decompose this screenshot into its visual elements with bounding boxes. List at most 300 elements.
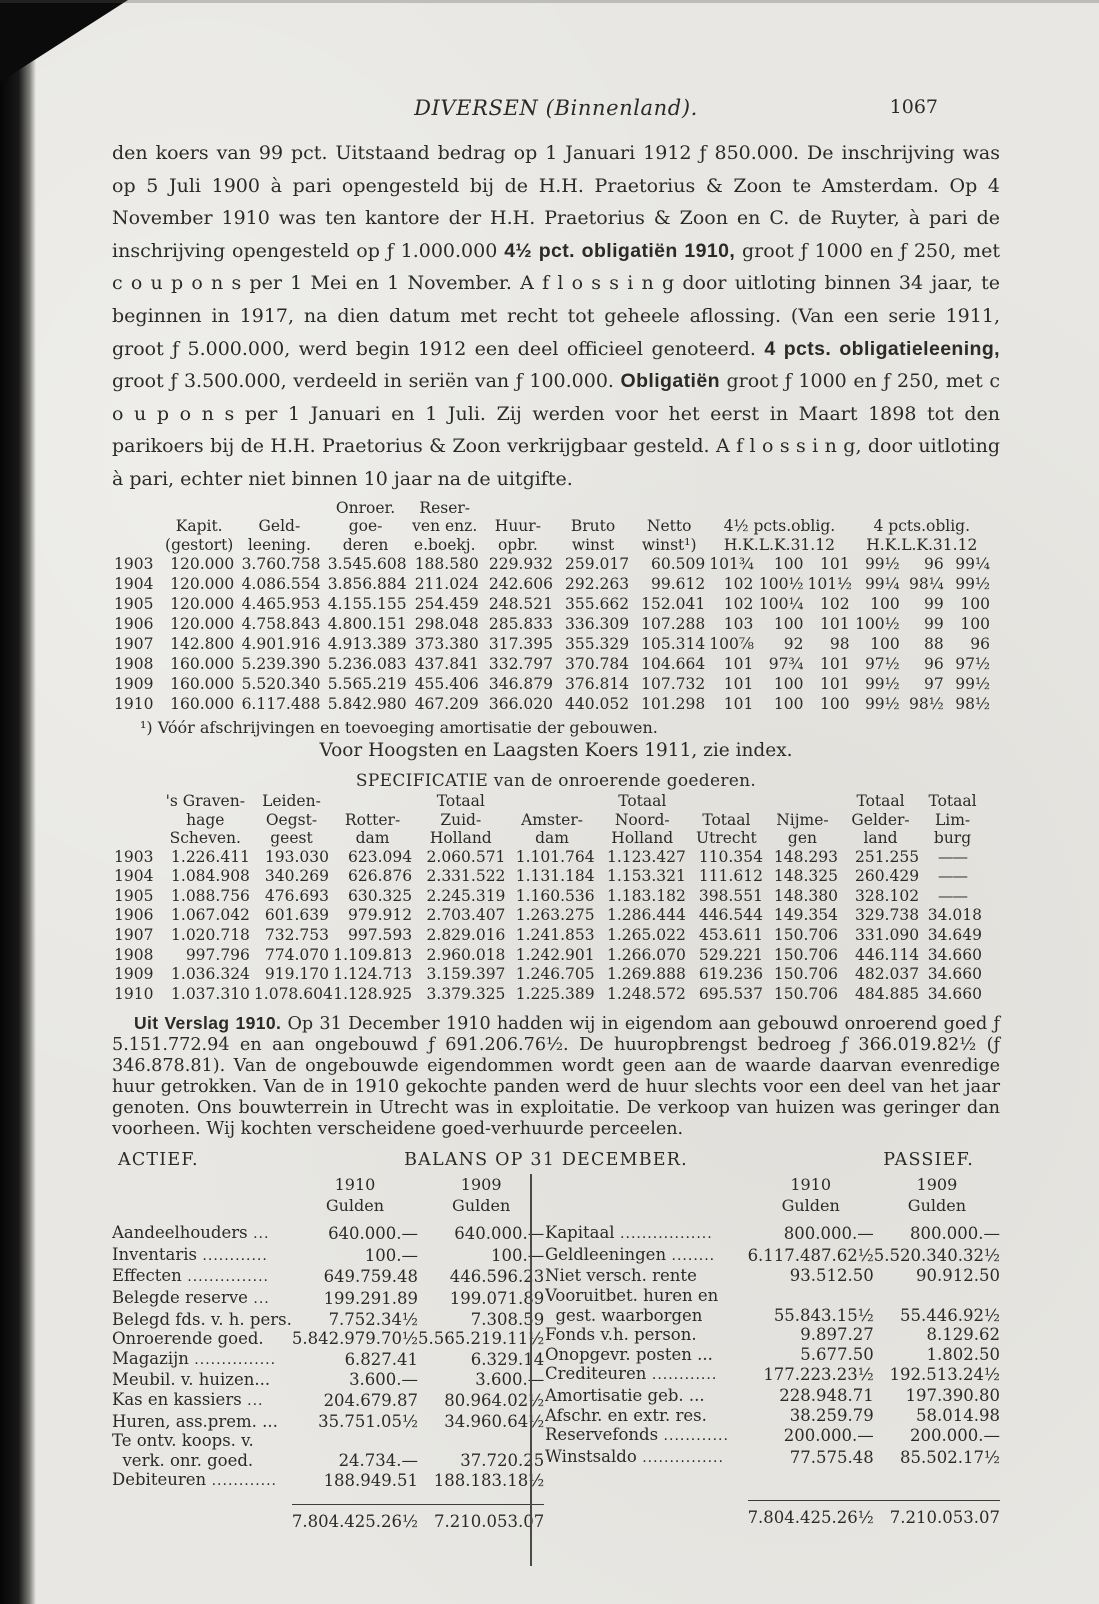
- header-cell: [688, 792, 765, 811]
- balance-row: [112, 1223, 544, 1245]
- balance-row: [545, 1345, 1000, 1365]
- amount-cell: 6.329.14: [470, 1349, 545, 1369]
- value-cell: 254.459: [414, 595, 479, 614]
- header-cell: land: [863, 829, 898, 848]
- row-label: Fonds v.h. person.: [545, 1325, 697, 1345]
- value-cell: 355.662: [565, 595, 630, 614]
- dot-leader: ...: [247, 1291, 270, 1308]
- page-number: 1067: [889, 96, 938, 118]
- text-segment: Op 31 December 1910 hadden wij in eigendom aan gebouwd onroerend goed ƒ 5.151.772.94 en aan ongebouwd ƒ 691.206.76½. De huuropbrengst bedroeg ƒ 366.019.82½ (ƒ 346.878.81). Van de ongebouwde eigendommen wordt geen aan de waarde daarvan evenredige huur getrokken. Van de in 1910 gekochte panden werd de huur slechts voor een deel van het jaar genoten. Ons bouwterrein in Utrecht was in exploitatie. De verkoop van huizen was geringer dan voorheen. Wij kochten verscheidene goed-verhuurde perceelen.: [112, 1014, 1000, 1140]
- value-cell: 211.024: [414, 575, 479, 594]
- value-cell: 1.183.182: [607, 886, 686, 905]
- value-cell: 100: [773, 695, 804, 714]
- value-cell: 1.109.813: [333, 945, 413, 964]
- value-cell: 229.932: [488, 555, 553, 574]
- value-cell: 630.325: [348, 886, 413, 905]
- value-cell: 919.170: [264, 965, 329, 984]
- header-cell: Leiden-: [262, 792, 321, 811]
- value-cell: 3.379.325: [426, 984, 506, 1003]
- amount-cell: 177.223.23½: [763, 1365, 874, 1385]
- value-cell: 102: [819, 595, 850, 614]
- year-cell: 1908: [114, 655, 154, 674]
- value-cell: 99: [924, 595, 944, 614]
- value-cell: 4.800.151: [327, 615, 407, 634]
- header-cell: e.boekj.: [413, 535, 476, 554]
- year-cell: 1909: [114, 965, 154, 984]
- empty-cell: [112, 1505, 292, 1532]
- table-row: [112, 985, 984, 1005]
- passief-heading: PASSIEF.: [883, 1150, 974, 1171]
- value-cell: ——: [938, 867, 968, 886]
- header-cell: Totaal: [856, 792, 905, 811]
- specificatie-title: SPECIFICATIE van de onroerende goederen.: [355, 771, 757, 792]
- header-cell: burg: [933, 829, 972, 848]
- table-row: [112, 887, 984, 907]
- row-label: Te ontv. koops. v.: [112, 1431, 254, 1451]
- value-cell: 1.226.411: [171, 847, 250, 866]
- header-cell: ven enz.: [412, 517, 478, 536]
- spacer-cell: [292, 1492, 418, 1505]
- page-title: DIVERSEN (Binnenland).: [414, 96, 698, 120]
- value-cell: 346.879: [488, 675, 553, 694]
- value-cell: 99¼: [955, 555, 990, 574]
- value-cell: 102: [723, 595, 754, 614]
- header-row: [112, 811, 984, 830]
- row-label: gest. waarborgen: [545, 1305, 703, 1325]
- balance-row: [545, 1325, 1000, 1345]
- year-header: 1909: [460, 1175, 502, 1195]
- balance-row: [112, 1288, 544, 1310]
- value-cell: 251.255: [854, 847, 920, 866]
- header-cell: Zuid-: [440, 810, 482, 829]
- row-label: Onopgevr. posten ...: [545, 1344, 713, 1364]
- value-cell: 259.017: [565, 555, 630, 574]
- text-segment: groot ƒ 1000 en ƒ 250, met c o u p o n s per 1 Mei en 1 November. A f l o s s i n g door uitloting binnen 34 jaar, te beginnen in 1917, na dien datum met recht tot geheele aflossing. (Van een serie 1911, groot ƒ 5.000.000, werd begin 1912 een deel officieel genoteerd.: [112, 239, 1001, 360]
- spacer-cell: [545, 1468, 748, 1501]
- year-cell: 1910: [114, 984, 154, 1003]
- value-cell: 1.242.901: [515, 945, 595, 964]
- amount-cell: 5.520.340.32½: [873, 1245, 1000, 1265]
- amount-cell: 200.000.—: [910, 1426, 1000, 1446]
- table-row: [112, 965, 984, 985]
- value-cell: 1.153.321: [607, 867, 686, 886]
- amount-cell: 649.759.48: [323, 1267, 419, 1287]
- unit-header-row: [545, 1195, 1000, 1223]
- text-segment: groot ƒ 3.500.000, verdeeld in seriën van ƒ 100.000.: [112, 370, 621, 393]
- header-cell: Oegst-: [265, 810, 318, 829]
- header-cell: Geld-: [258, 517, 301, 536]
- value-cell: 1.248.572: [607, 984, 686, 1003]
- balance-row: [112, 1390, 544, 1412]
- value-cell: 1.020.718: [171, 925, 250, 944]
- value-cell: 623.094: [348, 847, 413, 866]
- row-label: Geldleeningen ........: [545, 1244, 716, 1264]
- value-cell: 97: [924, 675, 944, 694]
- table-row: [112, 867, 984, 887]
- amount-cell: 800.000.—: [783, 1224, 874, 1244]
- amount-cell: 5.677.50: [800, 1344, 874, 1364]
- balance-body: [545, 1223, 1000, 1501]
- value-cell: 193.030: [264, 847, 329, 866]
- value-cell: 100: [773, 615, 804, 634]
- year-header-row: [112, 1174, 544, 1195]
- value-cell: 34.660: [927, 945, 982, 964]
- value-cell: 2.703.407: [426, 906, 506, 925]
- balance-row: [545, 1364, 1000, 1386]
- header-cell: [852, 499, 992, 518]
- year-cell: 1904: [114, 867, 154, 886]
- balance-row: [545, 1245, 1000, 1267]
- header-cell: [765, 792, 840, 811]
- value-cell: 1.286.444: [607, 906, 686, 925]
- header-cell: [707, 499, 851, 518]
- table-row: [112, 554, 992, 574]
- actief-heading: ACTIEF.: [118, 1150, 199, 1171]
- amount-cell: 199.071.89: [449, 1289, 545, 1309]
- value-cell: 2.960.018: [426, 945, 506, 964]
- amount-cell: 3.600.—: [475, 1370, 545, 1390]
- value-cell: 242.606: [488, 575, 553, 594]
- amount-cell: [418, 1431, 544, 1451]
- value-cell: 732.753: [264, 925, 329, 944]
- table-row: [112, 594, 992, 614]
- total-amount: 7.210.053.07: [874, 1501, 1000, 1528]
- header-cell: dam: [355, 829, 390, 848]
- value-cell: 482.037: [854, 965, 920, 984]
- value-cell: 101: [819, 655, 850, 674]
- header-cell: Kapit.: [175, 517, 223, 536]
- header-cell: Onroer.: [335, 498, 396, 517]
- dot-leader: ...: [247, 1226, 270, 1243]
- value-cell: 120.000: [170, 595, 235, 614]
- table-row: [112, 906, 984, 926]
- value-cell: 100: [960, 595, 990, 614]
- header-cell: Utrecht: [696, 829, 757, 848]
- header-cell: 4½ pcts.oblig.: [723, 517, 836, 536]
- dot-leader: ...............: [636, 1449, 724, 1466]
- bold-term: Uit Verslag 1910.: [134, 1013, 282, 1034]
- header-cell: Amster-: [521, 810, 583, 829]
- balans-header: [112, 1150, 1000, 1170]
- value-cell: 5.239.390: [241, 655, 321, 674]
- value-cell: 92: [783, 635, 804, 654]
- header-row: [112, 829, 984, 848]
- value-cell: 1.266.070: [607, 945, 686, 964]
- balance-totals: [112, 1505, 544, 1532]
- header-cell: [236, 499, 322, 518]
- header-row: [112, 792, 984, 811]
- header-cell: gen: [787, 829, 817, 848]
- header-cell: Totaal: [618, 792, 667, 811]
- value-cell: 110.354: [698, 847, 763, 866]
- year-header-row: [545, 1174, 1000, 1195]
- amount-cell: 35.751.05½: [318, 1411, 419, 1431]
- total-row: [545, 1501, 1000, 1528]
- value-cell: 34.018: [927, 906, 982, 925]
- amount-cell: 100.—: [364, 1245, 419, 1265]
- balance-table: [112, 1174, 544, 1531]
- value-cell: 1.128.925: [333, 984, 413, 1003]
- year-cell: 1906: [114, 615, 154, 634]
- unit-header: Gulden: [452, 1196, 511, 1216]
- value-cell: 100⅞: [709, 635, 754, 654]
- value-cell: 1.263.275: [515, 906, 595, 925]
- value-cell: 96: [924, 555, 944, 574]
- year-cell: 1908: [114, 945, 154, 964]
- value-cell: 997.796: [185, 945, 250, 964]
- amount-cell: 90.912.50: [916, 1266, 1000, 1286]
- year-cell: 1906: [114, 906, 154, 925]
- header-cell: goe-: [348, 517, 383, 536]
- value-cell: 2.829.016: [426, 925, 506, 944]
- value-cell: 101: [723, 655, 754, 674]
- spacer-row: [545, 1468, 1000, 1501]
- value-cell: 188.580: [414, 555, 479, 574]
- value-cell: 248.521: [488, 595, 553, 614]
- balance-body: [112, 1223, 544, 1504]
- header-cell: Bruto: [570, 517, 616, 536]
- value-cell: 97½: [955, 655, 990, 674]
- balance-row: [112, 1349, 544, 1371]
- row-label: Onroerende goed.: [112, 1329, 264, 1349]
- value-cell: 4.901.916: [241, 635, 321, 654]
- value-cell: 529.221: [698, 945, 763, 964]
- header-row: [112, 499, 992, 518]
- amount-cell: 6.827.41: [344, 1349, 419, 1369]
- balance-totals: [545, 1501, 1000, 1528]
- value-cell: 99½: [955, 575, 990, 594]
- unit-header: Gulden: [325, 1196, 385, 1216]
- value-cell: 366.020: [488, 695, 553, 714]
- value-cell: 98: [829, 635, 850, 654]
- value-cell: 3.760.758: [241, 555, 321, 574]
- year-header: 1910: [790, 1175, 832, 1195]
- value-cell: 355.329: [565, 635, 630, 654]
- value-cell: 99.612: [651, 575, 706, 594]
- value-cell: 100: [870, 595, 900, 614]
- bold-term: 4 pcts. obligatieleening,: [764, 337, 1001, 360]
- value-cell: 328.102: [854, 886, 920, 905]
- amount-cell: 93.512.50: [789, 1266, 874, 1286]
- value-cell: 103: [723, 615, 754, 634]
- amount-cell: 8.129.62: [926, 1325, 1000, 1345]
- amount-cell: 55.843.15½: [773, 1305, 874, 1325]
- value-cell: 3.856.884: [327, 575, 407, 594]
- header-cell: Totaal: [436, 792, 485, 811]
- amount-cell: 5.565.219.11½: [418, 1329, 545, 1349]
- header-cell: 4 pcts.oblig.: [873, 517, 971, 536]
- actief-column: [112, 1174, 545, 1566]
- text-segment: den koers van 99 pct. Uitstaand bedrag op 1 Januari 1912 ƒ 850.000. De inschrijving was op 5 Juli 1900 à pari opengesteld bij de H.H. Praetorius & Zoon te Amsterdam. Op 4 November 1910 was ten kantore der H.H. Praetorius & Zoon en C. de Ruyter, à pari de inschrijving opengesteld op ƒ 1.000.000: [112, 142, 1000, 262]
- value-cell: 695.537: [698, 984, 763, 1003]
- spacer-row: [112, 1492, 544, 1505]
- header-cell: dam: [535, 829, 569, 848]
- value-cell: 455.406: [414, 675, 479, 694]
- value-cell: 99: [924, 615, 944, 634]
- balance-row: [545, 1386, 1000, 1406]
- empty-cell: [545, 1501, 748, 1528]
- balance-row: [112, 1329, 544, 1349]
- row-label: Meubil. v. huizen...: [112, 1370, 271, 1390]
- value-cell: 149.354: [773, 906, 838, 925]
- dot-leader: ............: [646, 1367, 718, 1384]
- row-label: Winstsaldo ...............: [545, 1446, 724, 1466]
- year-cell: 1903: [114, 847, 154, 866]
- header-cell: [112, 536, 162, 555]
- value-cell: 142.800: [170, 635, 235, 654]
- header-cell: [112, 811, 159, 830]
- table-row: [112, 634, 992, 654]
- value-cell: 120.000: [170, 575, 235, 594]
- value-cell: 446.114: [854, 945, 920, 964]
- value-cell: 4.465.953: [241, 595, 321, 614]
- balance-row: [112, 1310, 544, 1330]
- value-cell: 100: [960, 615, 990, 634]
- header-cell: [112, 829, 159, 848]
- dot-leader: ............: [658, 1428, 729, 1445]
- value-cell: 101: [819, 615, 850, 634]
- value-cell: 105.314: [641, 635, 706, 654]
- row-label: verk. onr. goed.: [112, 1450, 254, 1470]
- table-row: [112, 614, 992, 634]
- value-cell: 1.084.908: [171, 867, 250, 886]
- value-cell: 120.000: [170, 615, 235, 634]
- balance-row: [112, 1266, 544, 1288]
- year-cell: 1907: [114, 635, 154, 654]
- index-note: Voor Hoogsten en Laagsten Koers 1911, zie index.: [319, 740, 793, 762]
- table-row: [112, 654, 992, 674]
- value-cell: 120.000: [170, 555, 235, 574]
- balance-row: [545, 1286, 1000, 1306]
- balance-row: [112, 1412, 544, 1432]
- value-cell: 160.000: [170, 675, 235, 694]
- value-cell: 1.078.604: [253, 984, 333, 1003]
- scan-corner-shadow: [0, 0, 128, 82]
- balance-row: [545, 1406, 1000, 1426]
- header-cell: [481, 499, 555, 518]
- table-row: [112, 574, 992, 594]
- empty-cell: [112, 1174, 292, 1195]
- row-label: Afschr. en extr. res.: [545, 1405, 707, 1425]
- value-cell: 160.000: [170, 655, 235, 674]
- book-spine-shadow: [0, 0, 36, 1604]
- value-cell: 1.246.705: [515, 965, 595, 984]
- amount-cell: 37.720.25: [460, 1450, 545, 1470]
- value-cell: 440.052: [565, 695, 630, 714]
- value-cell: 34.649: [927, 925, 982, 944]
- amount-cell: 192.513.24½: [889, 1365, 1000, 1385]
- unit-header-row: [112, 1195, 544, 1223]
- dot-leader: ...............: [181, 1269, 269, 1286]
- value-cell: 150.706: [773, 965, 838, 984]
- balance-row: [545, 1223, 1000, 1245]
- year-cell: 1910: [114, 695, 154, 714]
- value-cell: 336.309: [565, 615, 630, 634]
- header-cell: Gelder-: [851, 810, 910, 829]
- dot-leader: .................: [614, 1226, 713, 1243]
- value-cell: 285.833: [488, 615, 553, 634]
- balance-head: [112, 1174, 544, 1223]
- balance-row: [545, 1266, 1000, 1286]
- header-cell: H.K.L.K.31.12: [723, 535, 835, 554]
- value-cell: 99¼: [864, 575, 900, 594]
- value-cell: 5.236.083: [327, 655, 407, 674]
- year-cell: 1905: [114, 595, 154, 614]
- value-cell: 5.842.980: [327, 695, 407, 714]
- amount-cell: 7.752.34½: [328, 1309, 419, 1329]
- value-cell: 370.784: [565, 655, 630, 674]
- value-cell: 150.706: [773, 925, 838, 944]
- value-cell: 2.060.571: [426, 847, 506, 866]
- value-cell: ——: [938, 886, 968, 905]
- table-row: [112, 926, 984, 946]
- value-cell: 88: [924, 635, 944, 654]
- value-cell: 107.732: [641, 675, 706, 694]
- header-cell: Huur-: [494, 517, 541, 536]
- header-cell: H.K.L.K.31.12: [866, 535, 978, 554]
- value-cell: 774.070: [264, 945, 329, 964]
- dot-leader: ........: [666, 1247, 716, 1264]
- row-label: Niet versch. rente: [545, 1266, 697, 1286]
- row-label: Aandeelhouders ...: [112, 1223, 270, 1243]
- dot-leader: ............: [206, 1473, 277, 1490]
- table-row: [112, 674, 992, 694]
- balans-columns: [112, 1174, 1000, 1566]
- header-cell: [112, 517, 162, 536]
- value-cell: 150.706: [773, 984, 838, 1003]
- spacer-cell: [418, 1492, 544, 1505]
- amount-cell: 446.596.23: [449, 1267, 545, 1287]
- value-cell: 99½: [864, 675, 900, 694]
- value-cell: 101½: [807, 575, 853, 594]
- value-cell: 619.236: [698, 965, 763, 984]
- value-cell: 376.814: [565, 675, 630, 694]
- balance-row: [112, 1370, 544, 1390]
- spacer-cell: [748, 1468, 874, 1501]
- table-row: [112, 946, 984, 966]
- value-cell: 484.885: [854, 984, 920, 1003]
- amount-cell: 77.575.48: [789, 1447, 874, 1467]
- balance-head: [545, 1174, 1000, 1223]
- amount-cell: 640.000.—: [328, 1224, 419, 1244]
- amount-cell: 34.960.64½: [444, 1411, 545, 1431]
- value-cell: 34.660: [927, 984, 982, 1003]
- amount-cell: 188.949.51: [323, 1471, 419, 1491]
- header-cell: [112, 499, 162, 518]
- value-cell: 1.160.536: [515, 886, 595, 905]
- header-cell: [507, 792, 596, 811]
- value-cell: 148.293: [773, 847, 838, 866]
- passief-column: [530, 1174, 1000, 1566]
- value-cell: 160.000: [170, 695, 235, 714]
- amount-cell: [748, 1286, 874, 1306]
- value-cell: 99½: [864, 555, 900, 574]
- row-label: Magazijn ...............: [112, 1348, 277, 1368]
- row-label: Kas en kassiers ...: [112, 1390, 264, 1410]
- year-header: 1909: [916, 1175, 958, 1195]
- row-label: Amortisatie geb. ...: [545, 1386, 705, 1406]
- value-cell: 148.380: [773, 886, 838, 905]
- value-cell: 98½: [909, 695, 944, 714]
- value-cell: 101: [819, 555, 850, 574]
- value-cell: 100½: [855, 615, 900, 634]
- value-cell: 98½: [955, 695, 990, 714]
- header-row: [112, 536, 992, 555]
- value-cell: 373.380: [414, 635, 479, 654]
- header-cell: opbr.: [497, 535, 538, 554]
- data-table: [112, 792, 984, 1004]
- value-cell: 1.124.713: [333, 965, 413, 984]
